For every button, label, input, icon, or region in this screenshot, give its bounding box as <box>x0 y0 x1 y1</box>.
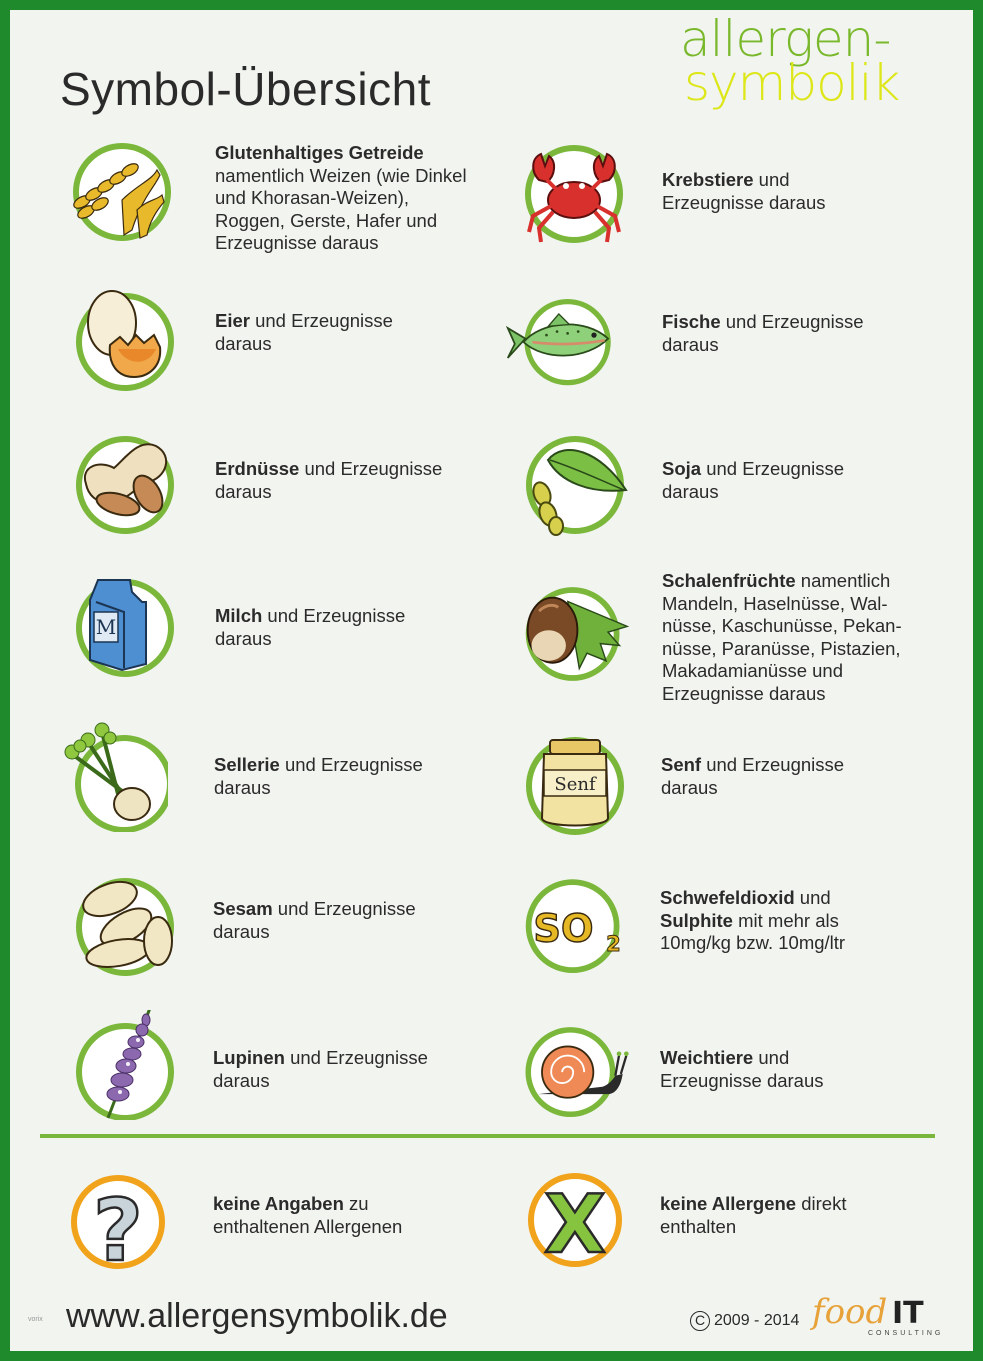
allergen-name: Fische <box>662 311 721 332</box>
text-line: und Erzeugnisse <box>272 898 416 919</box>
text-line: daraus <box>662 480 719 502</box>
foodit-logo <box>812 1292 942 1342</box>
question-mark-icon <box>70 1168 180 1278</box>
text-line: daraus <box>662 333 719 355</box>
logo-line-2: symbolik <box>684 54 900 112</box>
so-subscript: 2 <box>606 931 621 956</box>
text-line: Erzeugnisse daraus <box>660 1069 824 1091</box>
fish-icon <box>506 288 616 398</box>
text-line: 10mg/kg bzw. 10mg/ltr <box>660 932 846 953</box>
special-name: keine Angaben <box>213 1193 344 1214</box>
text-line: Makadamianüsse und <box>662 660 843 681</box>
text-line: daraus <box>213 920 270 942</box>
text-line: daraus <box>661 776 718 798</box>
text-line: Roggen, Gerste, Hafer und <box>215 209 438 231</box>
jar-label: Senf <box>554 774 596 795</box>
text-line: direkt <box>796 1193 847 1214</box>
text-line: und <box>794 887 831 908</box>
allergen-text <box>662 311 942 356</box>
text-line: und <box>753 1047 790 1068</box>
text-line: namentlich Weizen (wie Dinkel <box>215 164 467 186</box>
text-line: und Khorasan-Weizen), <box>215 187 410 208</box>
allergen-name: Schalenfrüchte <box>662 570 796 591</box>
allergen-text <box>660 887 950 955</box>
carton-letter: M <box>95 615 117 639</box>
special-name: keine Allergene <box>660 1193 797 1214</box>
wheat-icon <box>62 140 172 250</box>
allergen-text <box>661 754 941 799</box>
copyright-symbol: C <box>690 1311 710 1331</box>
copyright-years: 2009 - 2014 <box>714 1312 800 1330</box>
text-line: und Erzeugnisse <box>701 754 845 775</box>
text-line: daraus <box>215 332 272 354</box>
text-line: nüsse, Kaschunüsse, Pekan- <box>662 615 902 636</box>
text-line: nüsse, Paranüsse, Pistazien, <box>662 637 901 659</box>
text-line: und Erzeugnisse <box>279 754 423 775</box>
allergen-text <box>662 570 952 705</box>
lupine-icon <box>70 1010 180 1120</box>
soy-icon <box>520 430 630 540</box>
allergen-name: Erdnüsse <box>215 458 300 479</box>
hazelnut-icon <box>520 580 630 690</box>
special-text <box>213 1193 493 1238</box>
text-line: namentlich <box>795 570 891 591</box>
allergen-name: Soja <box>662 458 702 479</box>
allergen-name: Schwefeldioxid <box>660 887 795 908</box>
allergen-name: Senf <box>661 754 702 775</box>
brand-food: food <box>812 1292 888 1332</box>
sesame-icon <box>70 873 180 983</box>
text-line: daraus <box>215 627 272 649</box>
text-line: und Erzeugnisse <box>720 311 864 332</box>
question-glyph: ? <box>93 1181 143 1278</box>
text-line: enthalten <box>660 1215 737 1237</box>
website-url[interactable]: www.allergensymbolik.de <box>66 1297 448 1335</box>
allergen-text <box>213 898 483 943</box>
allergen-text <box>660 1047 940 1092</box>
allergen-name: Glutenhaltiges Getreide <box>215 142 424 163</box>
egg-icon <box>70 285 180 395</box>
cross-icon <box>520 1168 630 1278</box>
allergen-text <box>213 1047 483 1092</box>
cross-glyph: X <box>544 1178 606 1271</box>
milk-carton-icon <box>70 572 180 682</box>
text-line: Erzeugnisse daraus <box>215 232 379 253</box>
allergen-text <box>662 169 942 214</box>
allergen-text <box>214 754 484 799</box>
text-line: und Erzeugnisse <box>262 605 406 626</box>
celery-icon <box>58 722 168 832</box>
so2-icon <box>520 874 630 984</box>
crab-icon <box>519 142 629 252</box>
peanut-icon <box>70 430 180 540</box>
special-text <box>660 1193 940 1238</box>
allergen-name: Sesam <box>213 898 273 919</box>
text-line: und <box>753 169 790 190</box>
allergen-name: Sellerie <box>214 754 280 775</box>
logo <box>680 10 950 120</box>
brand-it: IT <box>892 1296 924 1331</box>
text-line: und Erzeugnisse <box>284 1047 428 1068</box>
section-divider <box>40 1134 935 1138</box>
allergen-text <box>215 605 485 650</box>
text-line: daraus <box>214 776 271 798</box>
allergen-text <box>662 458 942 503</box>
allergen-name: Lupinen <box>213 1047 285 1068</box>
text-line: daraus <box>215 480 272 502</box>
text-line: daraus <box>213 1069 270 1091</box>
text-line: zu <box>343 1193 369 1214</box>
text-line: Erzeugnisse daraus <box>662 191 826 213</box>
allergen-name: Milch <box>215 605 263 626</box>
page-title: Symbol-Übersicht <box>60 63 431 115</box>
text-line: und Erzeugnisse <box>299 458 443 479</box>
allergen-name-2: Sulphite <box>660 909 733 931</box>
brand-consulting: CONSULTING <box>868 1330 944 1337</box>
allergen-text <box>215 458 485 503</box>
mustard-jar-icon <box>520 732 630 842</box>
text-line: und Erzeugnisse <box>249 310 393 331</box>
allergen-name: Eier <box>215 310 250 331</box>
watermark-text: vorix <box>28 1316 43 1323</box>
logo-line-1: allergen- <box>680 10 891 68</box>
copyright <box>690 1311 799 1331</box>
allergen-text <box>215 310 485 355</box>
allergen-text <box>215 142 505 255</box>
allergen-name: Weichtiere <box>660 1047 754 1068</box>
text-line: enthaltenen Allergenen <box>213 1215 403 1237</box>
so-text: SO <box>533 906 594 952</box>
text-line: und Erzeugnisse <box>701 458 845 479</box>
allergen-name: Krebstiere <box>662 169 754 190</box>
snail-icon <box>520 1018 630 1128</box>
text-line: Mandeln, Haselnüsse, Wal- <box>662 592 888 614</box>
text-line: mit mehr als <box>732 909 839 931</box>
text-line: Erzeugnisse daraus <box>662 682 826 704</box>
